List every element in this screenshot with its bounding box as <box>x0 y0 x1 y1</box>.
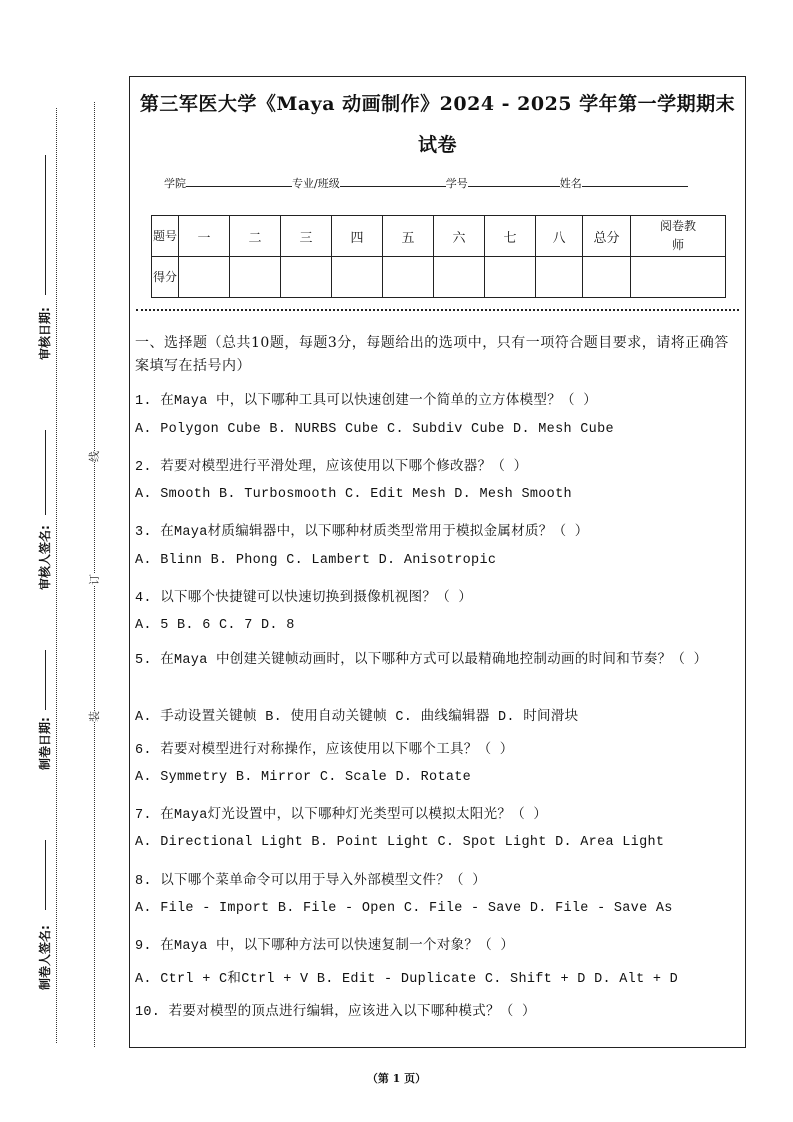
score-cell[interactable] <box>281 257 332 298</box>
reviewer-signature-label: 审核人签名: <box>38 525 52 590</box>
question-5: 5. 在Maya 中创建关键帧动画时，以下哪种方式可以最精确地控制动画的时间和节奏？（ ） <box>135 653 708 668</box>
student-id-label: 学号 <box>445 177 468 190</box>
question-8-options: A. File - Import B. File - Open C. File - Save D. File - Save As <box>135 901 673 916</box>
score-table-score-row <box>152 257 726 298</box>
score-row-label: 得分 <box>152 257 179 298</box>
score-table-header-cell: 七 <box>485 216 536 257</box>
score-table-header-row <box>152 216 726 257</box>
binding-char-xian: 线 <box>88 451 101 462</box>
question-9-options: A. Ctrl + C和Ctrl + V B. Edit - Duplicate C. Shift + D D. Alt + D <box>135 972 679 987</box>
preparer-signature-line <box>45 840 46 910</box>
question-2: 2. 若要对模型进行平滑处理，应该使用以下哪个修改器？（ ） <box>135 460 528 475</box>
outer-dotted-line <box>56 108 57 1043</box>
score-cell[interactable] <box>332 257 383 298</box>
score-table-header-cell: 阅卷教师 <box>631 216 726 257</box>
name-field[interactable] <box>582 175 688 187</box>
question-6-options: A. Symmetry B. Mirror C. Scale D. Rotate <box>135 770 472 785</box>
score-table-header-cell: 三 <box>281 216 332 257</box>
college-label: 学院 <box>164 177 186 190</box>
exam-title-line2: 试卷 <box>417 134 457 156</box>
score-cell[interactable] <box>631 257 726 298</box>
score-table-header-cell: 四 <box>332 216 383 257</box>
binding-char-ding: 订 <box>88 574 101 585</box>
binding-char-zhuang: 装 <box>88 711 101 722</box>
question-2-options: A. Smooth B. Turbosmooth C. Edit Mesh D. Mesh Smooth <box>135 487 572 502</box>
score-cell[interactable] <box>383 257 434 298</box>
score-table-header-cell: 题号 <box>152 216 179 257</box>
score-cell[interactable] <box>179 257 230 298</box>
review-date-label: 审核日期: <box>38 307 52 360</box>
question-5-options: A. 手动设置关键帧 B. 使用自动关键帧 C. 曲线编辑器 D. 时间滑块 <box>135 710 579 725</box>
prepare-date-line <box>45 650 46 710</box>
major-label: 专业/班级 <box>292 177 340 190</box>
question-9: 9. 在Maya 中，以下哪种方法可以快速复制一个对象？（ ） <box>135 939 515 954</box>
score-cell[interactable] <box>230 257 281 298</box>
score-cell[interactable] <box>536 257 583 298</box>
question-4-options: A. 5 B. 6 C. 7 D. 8 <box>135 618 295 633</box>
section-instruction: 一、选择题（总共10题，每题3分，每题给出的选项中，只有一项符合题目要求，请将正确答案填写在括号内） <box>135 335 729 374</box>
score-table-header-cell: 二 <box>230 216 281 257</box>
reviewer-signature-line <box>45 430 46 515</box>
score-table-header-cell: 六 <box>434 216 485 257</box>
question-3-options: A. Blinn B. Phong C. Lambert D. Anisotropic <box>135 553 497 568</box>
exam-frame <box>129 76 746 1048</box>
student-id-field[interactable] <box>468 175 560 187</box>
score-table <box>151 215 726 298</box>
score-table-header-cell: 总分 <box>583 216 631 257</box>
preparer-signature-label: 制卷人签名: <box>38 925 52 990</box>
page-number: （第 1 页） <box>366 1072 427 1085</box>
score-cell[interactable] <box>434 257 485 298</box>
question-1: 1. 在Maya 中，以下哪种工具可以快速创建一个简单的立方体模型？（ ） <box>135 394 598 409</box>
review-date-line <box>45 155 46 295</box>
question-7-options: A. Directional Light B. Point Light C. Spot Light D. Area Light <box>135 835 665 850</box>
score-table-header-cell: 八 <box>536 216 583 257</box>
section-divider <box>136 309 739 311</box>
college-field[interactable] <box>186 175 292 187</box>
score-cell[interactable] <box>485 257 536 298</box>
question-10: 10. 若要对模型的顶点进行编辑，应该进入以下哪种模式？（ ） <box>135 1005 536 1020</box>
student-info-row <box>164 175 688 191</box>
name-label: 姓名 <box>559 177 582 190</box>
question-8: 8. 以下哪个菜单命令可以用于导入外部模型文件？（ ） <box>135 874 487 889</box>
question-1-options: A. Polygon Cube B. NURBS Cube C. Subdiv Cube D. Mesh Cube <box>135 422 614 437</box>
score-cell[interactable] <box>583 257 631 298</box>
score-table-header-cell: 一 <box>179 216 230 257</box>
question-7: 7. 在Maya灯光设置中，以下哪种灯光类型可以模拟太阳光？（ ） <box>135 808 548 823</box>
question-6: 6. 若要对模型进行对称操作，应该使用以下哪个工具？（ ） <box>135 743 514 758</box>
question-3: 3. 在Maya材质编辑器中，以下哪种材质类型常用于模拟金属材质？（ ） <box>135 525 589 540</box>
exam-title-line1: 第三军医大学《Maya 动画制作》2024 - 2025 学年第一学期期末 <box>139 93 736 115</box>
question-4: 4. 以下哪个快捷键可以快速切换到摄像机视图？（ ） <box>135 591 473 606</box>
major-field[interactable] <box>340 175 446 187</box>
prepare-date-label: 制卷日期: <box>38 717 52 770</box>
score-table-header-cell: 五 <box>383 216 434 257</box>
